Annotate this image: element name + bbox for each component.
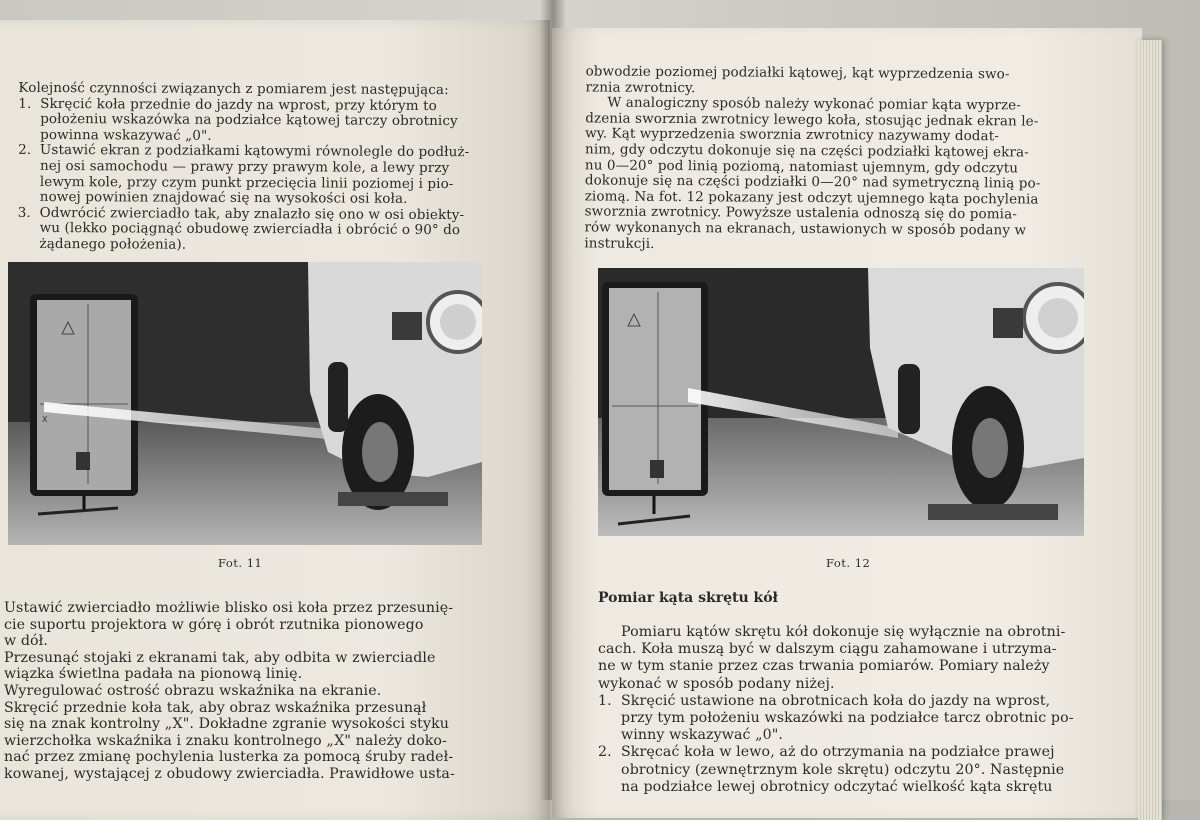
text-line: obrotnicy (zewnętrznym kole skrętu) odczytu 20°. Następnie xyxy=(598,761,1065,778)
left-page-top-text xyxy=(18,81,470,255)
text-line: 2. Skręcać koła w lewo, aż do otrzymania na podziałce prawej xyxy=(598,744,1055,761)
text-line: cie suportu projektora w górę i obrót rzutnika pionowego xyxy=(4,616,424,633)
left-page-bottom-text xyxy=(4,600,455,783)
screen-x-mark: X xyxy=(42,415,48,424)
text-line: 1. Skręcić ustawione na obrotnicach koła do jazdy na wprost, xyxy=(598,692,1051,709)
text-line: lewym kole, przy czym punkt przecięcia linii poziomej i pio- xyxy=(17,173,454,192)
text-line: nu 0—20° pod linią poziomą, natomiast ujemnym, gdy odczytu xyxy=(584,156,1019,176)
photo-fot-12 xyxy=(598,268,1084,536)
text-line: 1. Skręcić koła przednie do jazdy na wprost, przy którym to xyxy=(18,95,437,114)
text-line: rznia zwrotnicy. xyxy=(585,79,696,96)
text-line: w dół. xyxy=(4,633,48,650)
right-page-top-text xyxy=(584,64,1041,254)
text-line: Skręcić przednie koła tak, aby obraz wskaźnika przesunął xyxy=(4,699,427,716)
text-line: dzenia sworznia zwrotnicy lewego koła, stosując jednak ekran le- xyxy=(585,110,1039,130)
text-line: winny wskazywać „0". xyxy=(598,727,783,744)
text-line: 2. Ustawić ekran z podziałkami kątowymi równolegle do podłuż- xyxy=(18,142,470,161)
text-line: Kolejność czynności związanych z pomiarem jest następująca: xyxy=(18,79,449,99)
text-line: cach. Koła muszą być w dalszym ciągu zahamowane i utrzyma- xyxy=(598,641,1057,658)
text-line: Przesunąć stojaki z ekranami tak, aby odbita w zwierciadle xyxy=(4,649,436,666)
text-line: wu (lekko pociągnąć obudowę zwierciadła i obrócić o 90° do xyxy=(17,220,461,239)
right-page-bottom-text xyxy=(598,624,1074,796)
text-line: obwodzie poziomej podziałki kątowej, kąt wyprzedzenia swo- xyxy=(585,63,1010,83)
text-line: powinna wskazywać „0". xyxy=(18,126,212,144)
text-line: wykonać w sposób podany niżej. xyxy=(598,675,835,692)
page-edges xyxy=(1138,40,1162,820)
text-line: nej osi samochodu — prawy przy prawym kole, a lewy przy xyxy=(17,157,450,177)
text-line: nowej powinien znajdować się na wysokości osi koła. xyxy=(17,188,408,208)
caption-fot-12: Fot. 12 xyxy=(826,556,871,570)
caption-fot-11: Fot. 11 xyxy=(218,556,263,570)
text-line: przy tym położeniu wskazówki na podziałce tarcz obrotnic po- xyxy=(598,710,1074,727)
text-line: 3. Odwrócić zwierciadło tak, aby znalazło się ono w osi obiekty- xyxy=(17,204,465,223)
text-line: żądanego położenia). xyxy=(17,235,187,253)
text-line: instrukcji. xyxy=(584,234,655,252)
text-line: nać przez zmianę pochylenia lusterka za pomocą śruby radeł- xyxy=(4,749,454,766)
text-line: wiązka świetlna padała na pionową linię. xyxy=(4,666,303,683)
text-line: się na znak kontrolny „X". Dokładne zgranie wysokości styku xyxy=(4,716,449,733)
text-line: W analogiczny sposób należy wykonać pomiar kąta wyprze- xyxy=(585,94,1022,114)
text-line: położeniu wskazówka na podziałce kątowej tarczy obrotnicy xyxy=(18,111,458,130)
text-line: sworznia zwrotnicy. Powyższe ustalenia odnoszą się do pomia- xyxy=(584,203,1017,223)
text-line: kowanej, wystającej z obudowy zwierciadła. Prawidłowe usta- xyxy=(4,765,455,782)
text-line: Pomiaru kątów skrętu kół dokonuje się wyłącznie na obrotni- xyxy=(598,624,1066,640)
text-line: rów wykonanych na ekranach, ustawionych w sposób podany w xyxy=(584,219,1027,239)
text-line: na podziałce lewej obrotnicy odczytać wielkość kąta skrętu xyxy=(598,778,1053,795)
text-line: dokonuje się na części podziałki 0—20° nad symetryczną linią po- xyxy=(584,172,1041,192)
text-line: Wyregulować ostrość obrazu wskaźnika na ekranie. xyxy=(4,682,382,699)
text-line: Ustawić zwierciadło możliwie blisko osi koła przez przesunię- xyxy=(4,600,454,616)
text-line: ne w tym stanie przez czas trwania pomiarów. Pomiary należy xyxy=(598,658,1050,675)
text-line: nim, gdy odczytu dokonuje się na części podziałki kątowej ekra- xyxy=(585,141,1029,161)
text-line: ziomą. Na fot. 12 pokazany jest odczyt ujemnego kąta pochylenia xyxy=(584,188,1039,208)
photo-fot-11 xyxy=(8,262,482,545)
text-line: wy. Kąt wyprzedzenia sworznia zwrotnicy nazywamy dodat- xyxy=(585,125,999,145)
text-line: wierzchołka wskaźnika i znaku kontrolnego „X" należy doko- xyxy=(4,732,447,749)
section-heading: Pomiar kąta skrętu kół xyxy=(598,590,778,606)
